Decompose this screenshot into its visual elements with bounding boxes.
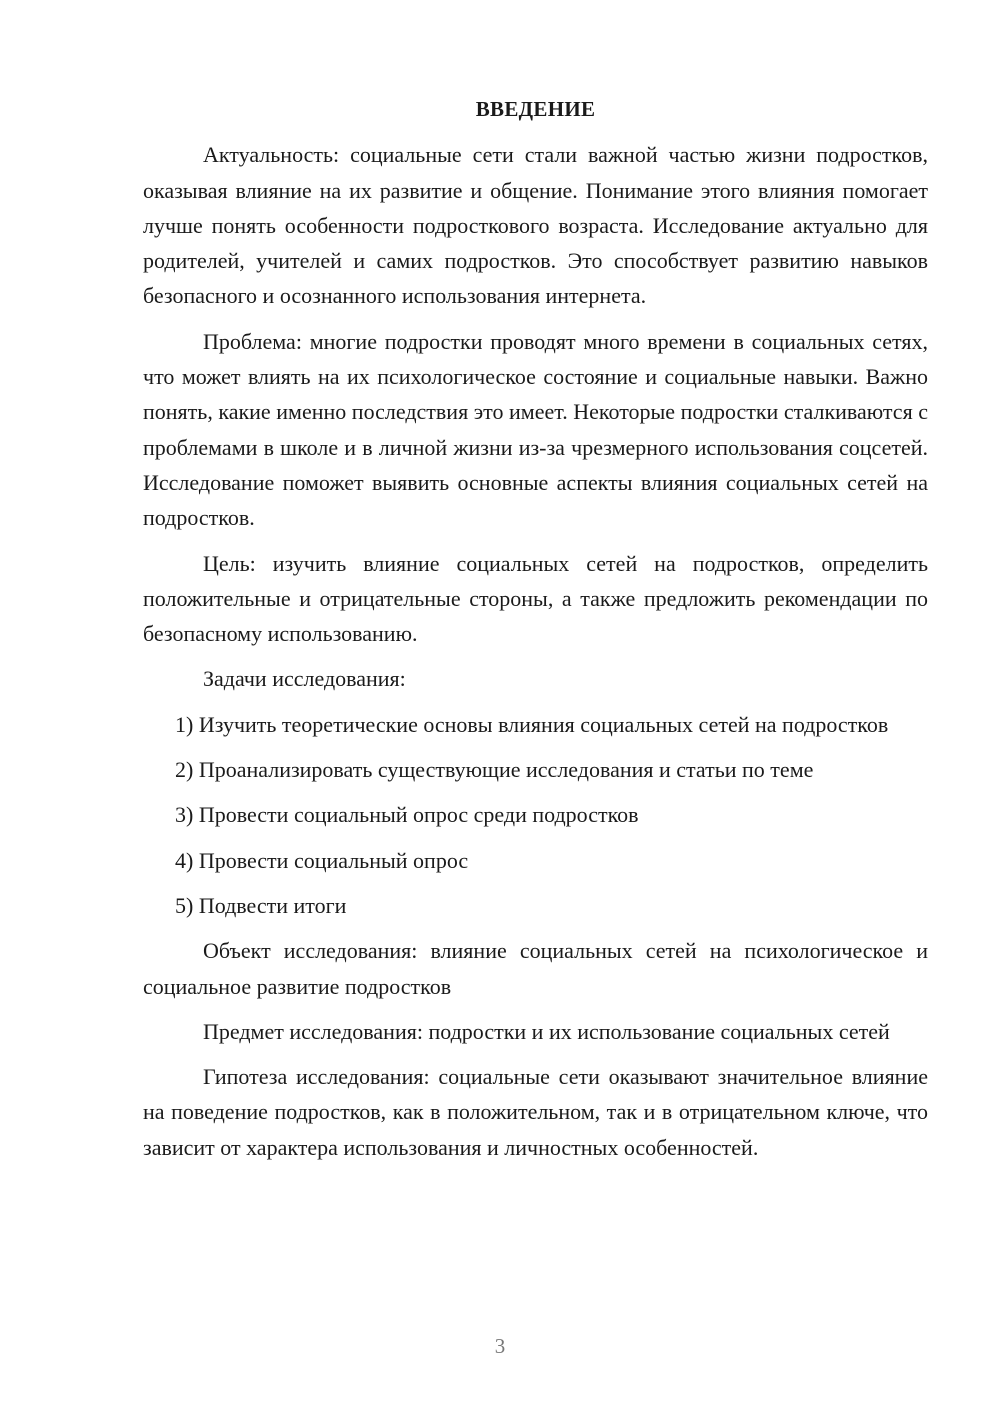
list-item: 4) Провести социальный опрос [175,847,469,873]
hypothesis-paragraph: Гипотеза исследования: социальные сети оказывают значительное влияние на поведение подростков, как в положительном, так и в отрицательном ключе, что зависит от характера использования и личностных особенностей. [143,1064,928,1160]
subject-paragraph: Предмет исследования: подростки и их использование социальных сетей [203,1018,890,1044]
object-paragraph: Объект исследования: влияние социальных сетей на психологическое и социальное развитие подростков [143,938,928,999]
list-item: 2) Проанализировать существующие исследования и статьи по теме [175,757,814,783]
page-number: 3 [494,1334,506,1358]
list-item: 3) Провести социальный опрос среди подростков [175,802,639,828]
relevance-paragraph: Актуальность: социальные сети стали важной частью жизни подростков, оказывая влияние на их развитие и общение. Понимание этого влияния помогает лучше понять особенности подросткового возраста. Исследование актуально для родителей, учителей и самих подростков. Это способствует развитию навыков безопасного и осознанного использования интернета. [143,142,928,309]
goal-paragraph: Цель: изучить влияние социальных сетей на подростков, определить положительные и отрицательные стороны, а также предложить рекомендации по безопасному использованию. [143,550,928,647]
section-title: ВВЕДЕНИЕ [475,97,596,121]
tasks-heading: Задачи исследования: [203,666,406,692]
list-item: 1) Изучить теоретические основы влияния социальных сетей на подростков [175,711,889,737]
list-item: 5) Подвести итоги [175,892,347,918]
problem-paragraph: Проблема: многие подростки проводят много времени в социальных сетях, что может влиять на их психологическое состояние и социальные навыки. Важно понять, какие именно последствия это имеет. Некоторые подростки сталкиваются с проблемами в школе и в личной жизни из-за чрезмерного использования соцсетей. Исследование поможет выявить основные аспекты влияния социальных сетей на подростков. [143,328,928,531]
tasks-list [143,707,928,923]
document-page [143,92,928,1175]
